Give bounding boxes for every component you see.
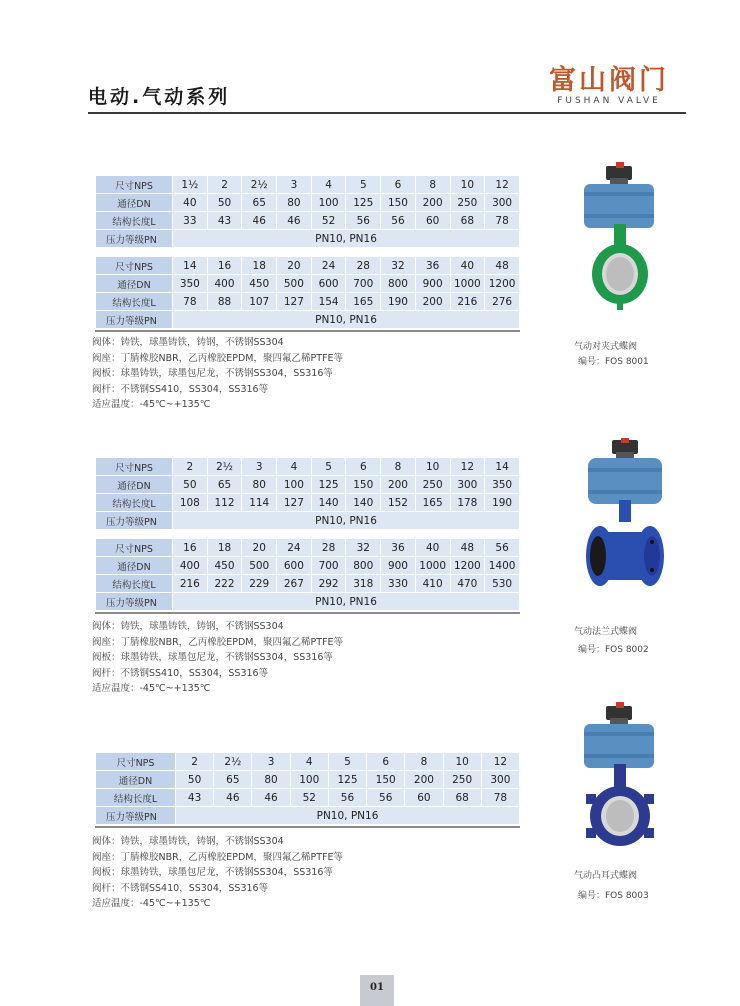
table-cell: 40	[450, 257, 485, 275]
table-cell: 125	[328, 771, 366, 789]
table-cell: 216	[173, 575, 208, 593]
note-line: 阀座：丁腈橡胶NBR，乙丙橡胶EPDM，聚四氟乙稀PTFE等	[92, 851, 343, 863]
table-cell: 20	[277, 257, 312, 275]
product-model: 编号：FOS 8002	[578, 645, 649, 655]
lug-butterfly-valve-image	[580, 702, 660, 852]
brand-logo	[534, 64, 684, 106]
table-row	[96, 494, 520, 512]
table-cell: 20	[242, 539, 277, 557]
note-line: 阀板：球墨铸铁，球墨包尼龙，不锈钢SS304，SS316等	[92, 867, 333, 878]
note-line: 阀体：铸铁，球墨铸铁，铸钢，不锈钢SS304	[92, 337, 284, 348]
table-cell: 190	[381, 293, 416, 311]
row-header: 尺寸NPS	[96, 176, 173, 194]
table-cell: 65	[214, 771, 252, 789]
table-cell: 6	[381, 176, 416, 194]
table-cell: 8	[405, 753, 443, 771]
table-cell: 222	[207, 575, 242, 593]
table-cell: 50	[176, 771, 214, 789]
brand-name-cn: 富山阀门	[549, 65, 669, 96]
table-cell: 48	[450, 539, 485, 557]
table-cell: 3	[242, 458, 277, 476]
table-cell: 2½	[207, 458, 242, 476]
table-cell: 28	[346, 257, 381, 275]
table-cell: 2	[207, 176, 242, 194]
table-cell: 410	[415, 575, 450, 593]
spec-table	[95, 256, 520, 329]
row-header: 结构长度L	[96, 494, 173, 512]
note-line: 适应温度：-45℃~+135℃	[92, 683, 211, 694]
row-header: 压力等级PN	[96, 512, 173, 530]
table-cell: 14	[485, 458, 520, 476]
wafer-butterfly-valve-image	[580, 162, 660, 312]
row-header: 尺寸NPS	[96, 458, 173, 476]
note-line: 阀板：球墨铸铁，球墨包尼龙，不锈钢SS304，SS316等	[92, 368, 333, 379]
table-cell: 150	[346, 476, 381, 494]
table-cell: 56	[485, 539, 520, 557]
table-cell: 6	[367, 753, 405, 771]
table-row	[96, 176, 520, 194]
table-cell: 318	[346, 575, 381, 593]
table-cell: 4	[311, 176, 346, 194]
table-cell: 46	[242, 212, 277, 230]
table-cell: 114	[242, 494, 277, 512]
table-cell: 530	[485, 575, 520, 593]
spec-table	[95, 538, 520, 611]
table-cell: 10	[450, 176, 485, 194]
table-row	[96, 539, 520, 557]
table-cell: 56	[367, 789, 405, 807]
table-row	[96, 293, 520, 311]
table-cell: 100	[277, 476, 312, 494]
pressure-rating: PN10, PN16	[173, 311, 520, 329]
table-cell: 470	[450, 575, 485, 593]
table-cell: 200	[415, 194, 450, 212]
product-caption: 气动对夹式蝶阀	[574, 342, 638, 352]
table-cell: 250	[443, 771, 481, 789]
row-header: 通径DN	[96, 476, 173, 494]
table-cell: 78	[173, 293, 208, 311]
material-notes	[92, 834, 343, 912]
table-cell: 300	[450, 476, 485, 494]
table-cell: 150	[367, 771, 405, 789]
table-cell: 56	[381, 212, 416, 230]
table-cell: 80	[242, 476, 277, 494]
product-model: 编号：FOS 8001	[578, 357, 649, 367]
table-cell: 36	[381, 539, 416, 557]
table-cell: 250	[450, 194, 485, 212]
table-cell: 700	[311, 557, 346, 575]
table-cell: 267	[277, 575, 312, 593]
table-cell: 50	[207, 194, 242, 212]
row-header: 通径DN	[96, 771, 176, 789]
table-cell: 10	[443, 753, 481, 771]
header-divider	[88, 112, 686, 114]
row-header: 压力等级PN	[96, 807, 176, 825]
table-cell: 292	[311, 575, 346, 593]
table-cell: 24	[311, 257, 346, 275]
table-cell: 900	[415, 275, 450, 293]
table-cell: 8	[415, 176, 450, 194]
table-cell: 276	[485, 293, 520, 311]
table-cell: 229	[242, 575, 277, 593]
table-cell: 4	[277, 458, 312, 476]
table-cell: 2	[173, 458, 208, 476]
table-cell: 80	[277, 194, 312, 212]
table-cell: 300	[485, 194, 520, 212]
table-cell: 52	[290, 789, 328, 807]
table-cell: 48	[485, 257, 520, 275]
row-header: 压力等级PN	[96, 593, 173, 611]
table-cell: 65	[207, 476, 242, 494]
product-model: 编号：FOS 8003	[578, 891, 649, 901]
note-line: 适应温度：-45℃~+135℃	[92, 898, 211, 909]
table-cell: 52	[311, 212, 346, 230]
pressure-rating: PN10, PN16	[173, 512, 520, 530]
table-cell: 127	[277, 494, 312, 512]
material-notes	[92, 619, 343, 697]
table-row	[96, 512, 520, 530]
table-cell: 60	[405, 789, 443, 807]
note-line: 阀体：铸铁，球墨铸铁，铸钢，不锈钢SS304	[92, 836, 284, 847]
table-cell: 56	[328, 789, 366, 807]
table-cell: 1200	[450, 557, 485, 575]
table-cell: 28	[311, 539, 346, 557]
table-cell: 216	[450, 293, 485, 311]
row-header: 通径DN	[96, 275, 173, 293]
table-cell: 88	[207, 293, 242, 311]
page-number	[360, 975, 394, 1006]
table-row	[96, 194, 520, 212]
table-cell: 33	[173, 212, 208, 230]
table-cell: 1400	[485, 557, 520, 575]
page-number-text: 01	[370, 982, 384, 993]
row-header: 压力等级PN	[96, 230, 173, 248]
table-cell: 14	[173, 257, 208, 275]
note-line: 阀板：球墨铸铁，球墨包尼龙，不锈钢SS304，SS316等	[92, 652, 333, 663]
table-cell: 78	[481, 789, 519, 807]
table-row	[96, 807, 520, 825]
table-row	[96, 557, 520, 575]
product-caption: 气动凸耳式蝶阀	[574, 871, 638, 881]
note-line: 适应温度：-45℃~+135℃	[92, 399, 211, 410]
table-row	[96, 753, 520, 771]
table-cell: 200	[405, 771, 443, 789]
row-header: 压力等级PN	[96, 311, 173, 329]
table-cell: 16	[207, 257, 242, 275]
table-cell: 140	[346, 494, 381, 512]
table-row	[96, 771, 520, 789]
table-cell: 100	[311, 194, 346, 212]
table-cell: 600	[277, 557, 312, 575]
table-cell: 12	[450, 458, 485, 476]
table-cell: 400	[173, 557, 208, 575]
table-cell: 43	[176, 789, 214, 807]
table-cell: 8	[381, 458, 416, 476]
table-row	[96, 575, 520, 593]
table-cell: 100	[290, 771, 328, 789]
table-shadow	[95, 826, 520, 828]
row-header: 结构长度L	[96, 789, 176, 807]
table-row	[96, 458, 520, 476]
table-cell: 152	[381, 494, 416, 512]
material-notes	[92, 335, 343, 413]
table-cell: 300	[481, 771, 519, 789]
table-cell: 6	[346, 458, 381, 476]
table-cell: 178	[450, 494, 485, 512]
table-cell: 1000	[415, 557, 450, 575]
table-cell: 4	[290, 753, 328, 771]
table-cell: 900	[381, 557, 416, 575]
flanged-butterfly-valve-image	[570, 438, 680, 588]
table-cell: 5	[328, 753, 366, 771]
row-header: 通径DN	[96, 557, 173, 575]
table-shadow	[95, 612, 520, 614]
table-cell: 36	[415, 257, 450, 275]
table-cell: 800	[346, 557, 381, 575]
table-cell: 40	[173, 194, 208, 212]
table-cell: 18	[207, 539, 242, 557]
note-line: 阀座：丁腈橡胶NBR，乙丙橡胶EPDM，聚四氟乙稀PTFE等	[92, 636, 343, 648]
table-cell: 18	[242, 257, 277, 275]
table-row	[96, 230, 520, 248]
table-cell: 108	[173, 494, 208, 512]
page-title: 电动.气动系列	[88, 86, 231, 108]
table-cell: 56	[346, 212, 381, 230]
table-cell: 200	[381, 476, 416, 494]
table-cell: 16	[173, 539, 208, 557]
row-header: 结构长度L	[96, 212, 173, 230]
table-cell: 68	[443, 789, 481, 807]
note-line: 阀杆：不锈钢SS410，SS304，SS316等	[92, 383, 269, 395]
table-cell: 150	[381, 194, 416, 212]
table-cell: 600	[311, 275, 346, 293]
table-cell: 154	[311, 293, 346, 311]
table-cell: 10	[415, 458, 450, 476]
row-header: 尺寸NPS	[96, 753, 176, 771]
table-cell: 700	[346, 275, 381, 293]
note-line: 阀杆：不锈钢SS410，SS304，SS316等	[92, 882, 269, 894]
table-cell: 5	[311, 458, 346, 476]
table-cell: 68	[450, 212, 485, 230]
table-cell: 200	[415, 293, 450, 311]
pressure-rating: PN10, PN16	[176, 807, 520, 825]
table-cell: 46	[277, 212, 312, 230]
table-cell: 32	[346, 539, 381, 557]
table-cell: 250	[415, 476, 450, 494]
table-cell: 1000	[450, 275, 485, 293]
product-caption: 气动法兰式蝶阀	[574, 627, 638, 637]
row-header: 尺寸NPS	[96, 257, 173, 275]
table-row	[96, 593, 520, 611]
table-cell: 78	[485, 212, 520, 230]
table-cell: 1½	[173, 176, 208, 194]
table-row	[96, 311, 520, 329]
table-cell: 350	[485, 476, 520, 494]
note-line: 阀座：丁腈橡胶NBR，乙丙橡胶EPDM，聚四氟乙稀PTFE等	[92, 352, 343, 364]
table-cell: 12	[485, 176, 520, 194]
note-line: 阀体：铸铁，球墨铸铁，铸钢，不锈钢SS304	[92, 621, 284, 632]
table-cell: 140	[311, 494, 346, 512]
table-cell: 450	[207, 557, 242, 575]
table-cell: 24	[277, 539, 312, 557]
table-cell: 60	[415, 212, 450, 230]
pressure-rating: PN10, PN16	[173, 230, 520, 248]
table-cell: 330	[381, 575, 416, 593]
table-cell: 5	[346, 176, 381, 194]
table-cell: 32	[381, 257, 416, 275]
table-cell: 400	[207, 275, 242, 293]
table-cell: 50	[173, 476, 208, 494]
table-row	[96, 212, 520, 230]
table-cell: 165	[415, 494, 450, 512]
row-header: 结构长度L	[96, 293, 173, 311]
table-shadow	[95, 330, 520, 332]
table-cell: 46	[214, 789, 252, 807]
table-cell: 112	[207, 494, 242, 512]
spec-table	[95, 175, 520, 248]
table-cell: 3	[277, 176, 312, 194]
table-cell: 125	[311, 476, 346, 494]
table-cell: 107	[242, 293, 277, 311]
brand-name-en: FUSHAN VALVE	[557, 96, 661, 106]
table-cell: 3	[252, 753, 290, 771]
table-cell: 450	[242, 275, 277, 293]
table-cell: 43	[207, 212, 242, 230]
table-row	[96, 275, 520, 293]
table-cell: 2½	[214, 753, 252, 771]
table-cell: 1200	[485, 275, 520, 293]
table-row	[96, 789, 520, 807]
table-cell: 350	[173, 275, 208, 293]
table-cell: 190	[485, 494, 520, 512]
table-cell: 65	[242, 194, 277, 212]
table-cell: 127	[277, 293, 312, 311]
table-cell: 500	[277, 275, 312, 293]
pressure-rating: PN10, PN16	[173, 593, 520, 611]
table-cell: 800	[381, 275, 416, 293]
table-cell: 165	[346, 293, 381, 311]
table-row	[96, 257, 520, 275]
table-cell: 12	[481, 753, 519, 771]
note-line: 阀杆：不锈钢SS410，SS304，SS316等	[92, 667, 269, 679]
row-header: 通径DN	[96, 194, 173, 212]
row-header: 尺寸NPS	[96, 539, 173, 557]
table-cell: 46	[252, 789, 290, 807]
table-row	[96, 476, 520, 494]
spec-table	[95, 752, 520, 825]
table-cell: 125	[346, 194, 381, 212]
table-cell: 80	[252, 771, 290, 789]
table-cell: 2½	[242, 176, 277, 194]
table-cell: 2	[176, 753, 214, 771]
row-header: 结构长度L	[96, 575, 173, 593]
table-cell: 40	[415, 539, 450, 557]
table-cell: 500	[242, 557, 277, 575]
spec-table	[95, 457, 520, 530]
